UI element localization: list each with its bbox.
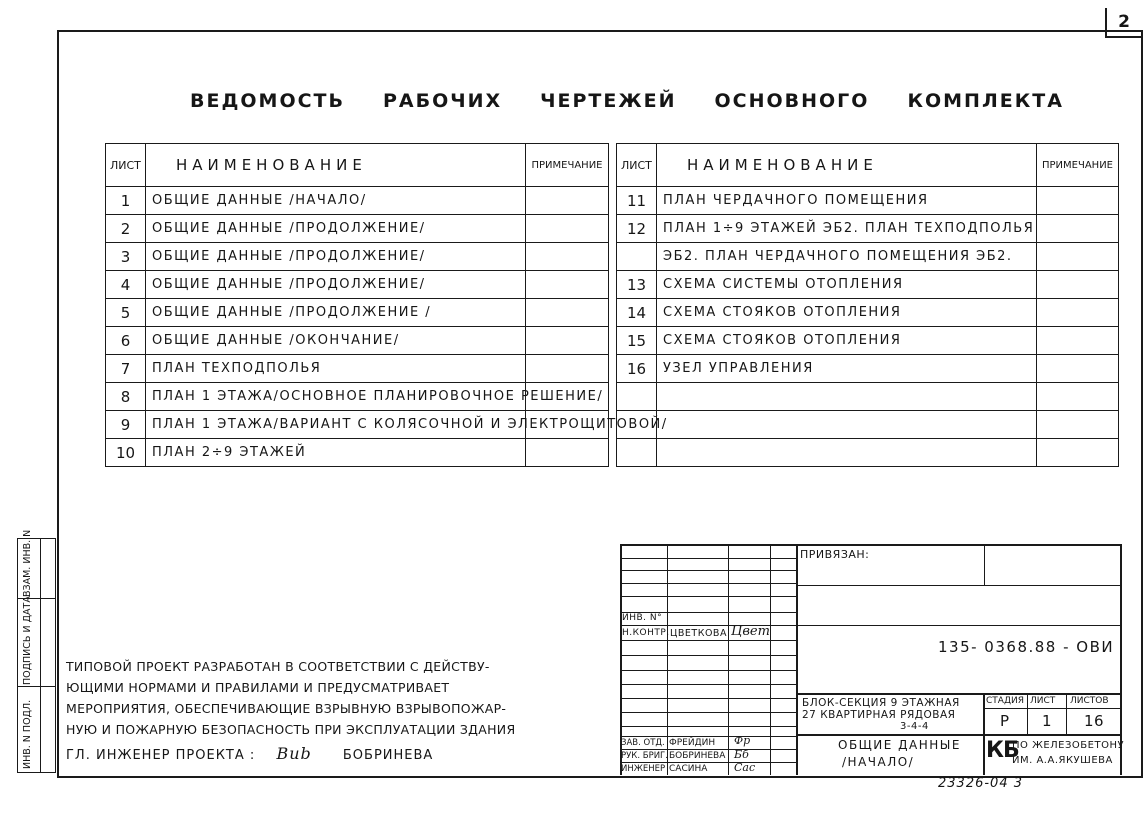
header-note: ПРИМЕЧАНИЕ (1037, 144, 1119, 187)
sheet-name: ОБЩИЕ ДАННЫЕ /ПРОДОЛЖЕНИЕ/ (146, 215, 526, 243)
staff-role: ИНЖЕНЕР (621, 764, 666, 774)
side-stamp-strip-inner (39, 538, 56, 773)
staff-role: РУК. БРИГ. (621, 751, 668, 761)
sheet-note (1037, 327, 1119, 355)
stamp-rule (620, 762, 797, 763)
norm-control-role: Н.КОНТР. (622, 628, 670, 638)
sheet-number: 7 (106, 355, 146, 383)
sheet-name: ПЛАН 2÷9 ЭТАЖЕЙ (146, 439, 526, 467)
stamp-rule (620, 670, 797, 671)
title-word-5: КОМПЛЕКТА (907, 90, 1064, 112)
sheet-number: 9 (106, 411, 146, 439)
org-line: ПО ЖЕЛЕЗОБЕТОНУ (1012, 740, 1125, 751)
side-cell (18, 687, 40, 772)
stamp-rule (620, 684, 797, 685)
org-logo: КБ (986, 738, 1019, 763)
stamp-rule (620, 570, 797, 571)
sheets-value: 16 (1084, 712, 1105, 730)
stamp-rule (797, 625, 1122, 626)
sheet-number: 10 (106, 439, 146, 467)
title-word-2: РАБОЧИХ (382, 90, 503, 112)
sheet-note (1037, 439, 1119, 467)
sheet-name: ПЛАН ЧЕРДАЧНОГО ПОМЕЩЕНИЯ (657, 187, 1037, 215)
table-row (106, 355, 609, 383)
sheet-number: 2 (106, 215, 146, 243)
table-row (617, 299, 1119, 327)
stamp-rule (620, 596, 797, 597)
sheet-note (1037, 299, 1119, 327)
table-row (617, 187, 1119, 215)
staff-signature: Бб (734, 748, 749, 761)
staff-name: ФРЕЙДИН (669, 738, 716, 748)
stamp-rule (620, 583, 797, 584)
sheet-name: ОБЩИЕ ДАННЫЕ /ОКОНЧАНИЕ/ (146, 327, 526, 355)
sheet-number: 13 (617, 271, 657, 299)
side-label-substitute: ВЗАМ. ИНВ. N (22, 529, 33, 597)
sheet-number: 4 (106, 271, 146, 299)
stamp-rule (984, 544, 985, 585)
sheet-number: 15 (617, 327, 657, 355)
stage-value: Р (1000, 712, 1010, 730)
staff-signature: Сас (734, 761, 756, 774)
stamp-rule (1066, 693, 1067, 734)
sheet-name: ОБЩИЕ ДАННЫЕ /ПРОДОЛЖЕНИЕ / (146, 299, 526, 327)
stamp-border (620, 544, 1122, 546)
table-row (106, 215, 609, 243)
side-label-original-inv: ИНВ. N ПОДЛ. (22, 699, 33, 769)
table-row (106, 243, 609, 271)
sheet-note (526, 299, 609, 327)
sheet-name: УЗЕЛ УПРАВЛЕНИЯ (657, 355, 1037, 383)
sheet-number (617, 439, 657, 467)
sheet-number: 12 (617, 215, 657, 243)
table-row (617, 355, 1119, 383)
sheet-number: 8 (106, 383, 146, 411)
note-line: ТИПОВОЙ ПРОЕКТ РАЗРАБОТАН В СООТВЕТСТВИИ С ДЕЙСТВУ- (66, 659, 490, 674)
sheet-note (1037, 271, 1119, 299)
stamp-rule (620, 655, 797, 656)
chief-engineer (66, 744, 433, 763)
sheet-note (526, 243, 609, 271)
table-row (617, 243, 1119, 271)
table-row (106, 299, 609, 327)
table-row (106, 327, 609, 355)
table-row (106, 271, 609, 299)
stamp-rule (796, 544, 798, 775)
note-line: НУЮ И ПОЖАРНУЮ БЕЗОПАСНОСТЬ ПРИ ЭКСПЛУАТАЦИИ ЗДАНИЯ (66, 722, 516, 737)
sheet-number: 11 (617, 187, 657, 215)
staff-signature: Фр (734, 734, 751, 747)
stamp-rule (620, 558, 797, 559)
table-row (617, 327, 1119, 355)
sheet-number: 1 (106, 187, 146, 215)
sheet-list-right (616, 143, 1119, 467)
title-word-3: ЧЕРТЕЖЕЙ (540, 90, 677, 112)
header-note: ПРИМЕЧАНИЕ (526, 144, 609, 187)
sheet-value: 1 (1042, 712, 1053, 730)
table-row (617, 439, 1119, 467)
table-row (106, 439, 609, 467)
side-cell (39, 539, 55, 599)
stamp-rule (797, 734, 1122, 736)
stamp-rule (620, 698, 797, 699)
table-row (617, 271, 1119, 299)
staff-name: БОБРИНЕВА (669, 751, 726, 761)
note-line: МЕРОПРИЯТИЯ, ОБЕСПЕЧИВАЮЩИЕ ВЗРЫВНУЮ ВЗРЫВОПОЖАР- (66, 701, 507, 716)
sheet-note (1037, 187, 1119, 215)
table-row (617, 383, 1119, 411)
sheet-label: ЛИСТ (1030, 696, 1056, 706)
document-code: 135- 0368.88 - ОВИ (938, 638, 1115, 656)
stamp-rule (620, 736, 797, 737)
sheet-note (1037, 411, 1119, 439)
page-number: 2 (1105, 8, 1141, 38)
sheet-name (657, 439, 1037, 467)
sheet-name: ПЛАН 1÷9 ЭТАЖЕЙ ЭБ2. ПЛАН ТЕХПОДПОЛЬЯ (657, 215, 1037, 243)
stamp-rule (620, 749, 797, 750)
header-name: НАИМЕНОВАНИЕ (657, 144, 1037, 187)
sheet-number: 6 (106, 327, 146, 355)
sheet-name: ПЛАН ТЕХПОДПОЛЬЯ (146, 355, 526, 383)
archive-code: 23326-04 3 (938, 776, 1023, 791)
object-line: БЛОК-СЕКЦИЯ 9 ЭТАЖНАЯ (802, 697, 960, 709)
side-cell (18, 529, 40, 599)
side-cell (39, 599, 55, 687)
sheet-name: ОБЩИЕ ДАННЫЕ /НАЧАЛО/ (146, 187, 526, 215)
stamp-rule (728, 544, 729, 775)
inv-label: ИНВ. N° (622, 613, 663, 623)
sheet-title-line: /НАЧАЛО/ (842, 755, 915, 769)
staff-name: САСИНА (669, 764, 708, 774)
sheet-note (526, 355, 609, 383)
attached-label: ПРИВЯЗАН: (800, 548, 870, 561)
table-row (617, 215, 1119, 243)
sheet-note (526, 271, 609, 299)
norm-control-name: ЦВЕТКОВА (670, 628, 727, 639)
sheet-number: 14 (617, 299, 657, 327)
page-title (190, 90, 1064, 112)
sheet-note (1037, 215, 1119, 243)
stamp-rule (985, 708, 1121, 709)
side-stamp-strip (17, 529, 41, 773)
stamp-rule (797, 585, 1122, 586)
sheet-note (526, 187, 609, 215)
org-line: ИМ. А.А.ЯКУШЕВА (1012, 755, 1113, 766)
header-sheet: ЛИСТ (106, 144, 146, 187)
object-line: 27 КВАРТИРНАЯ РЯДОВАЯ (802, 709, 956, 721)
sheet-note (526, 215, 609, 243)
stamp-rule (620, 625, 797, 626)
sheets-label: ЛИСТОВ (1070, 696, 1109, 706)
note-line: ЮЩИМИ НОРМАМИ И ПРАВИЛАМИ И ПРЕДУСМАТРИВАЕТ (66, 680, 450, 695)
chief-name: БОБРИНЕВА (342, 748, 434, 763)
sheet-name (657, 411, 1037, 439)
stamp-rule (620, 726, 797, 727)
sheet-name: ПЛАН 1 ЭТАЖА/ВАРИАНТ С КОЛЯСОЧНОЙ И ЭЛЕКТРОЩИТОВОЙ/ (146, 411, 526, 439)
title-word-4: ОСНОВНОГО (714, 90, 870, 112)
chief-signature: Bub (276, 744, 312, 763)
table-header (617, 144, 1119, 187)
sheet-note (526, 439, 609, 467)
sheet-name: СХЕМА СИСТЕМЫ ОТОПЛЕНИЯ (657, 271, 1037, 299)
sheet-name (657, 383, 1037, 411)
sheet-title-line: ОБЩИЕ ДАННЫЕ (838, 738, 961, 752)
sheet-note (526, 327, 609, 355)
stamp-rule (983, 693, 985, 775)
sheet-number: 16 (617, 355, 657, 383)
sheet-name: ОБЩИЕ ДАННЫЕ /ПРОДОЛЖЕНИЕ/ (146, 243, 526, 271)
chief-label: ГЛ. ИНЖЕНЕР ПРОЕКТА : (66, 748, 256, 763)
sheet-number: 5 (106, 299, 146, 327)
sheet-note (1037, 243, 1119, 271)
sheet-number (617, 243, 657, 271)
sheet-number (617, 383, 657, 411)
table-row (106, 411, 609, 439)
sheet-name: ЭБ2. ПЛАН ЧЕРДАЧНОГО ПОМЕЩЕНИЯ ЭБ2. (657, 243, 1037, 271)
table-row (617, 411, 1119, 439)
stage-label: СТАДИЯ (986, 696, 1024, 706)
title-word-1: ВЕДОМОСТЬ (190, 90, 345, 112)
stamp-rule (1027, 693, 1028, 734)
stamp-rule (797, 693, 1122, 695)
compliance-note (66, 656, 516, 740)
sheet-name: ПЛАН 1 ЭТАЖА/ОСНОВНОЕ ПЛАНИРОВОЧНОЕ РЕШЕНИЕ/ (146, 383, 526, 411)
side-label-signature-date: ПОДПИСЬ И ДАТА (22, 596, 33, 685)
sheet-name: ОБЩИЕ ДАННЫЕ /ПРОДОЛЖЕНИЕ/ (146, 271, 526, 299)
side-cell (18, 596, 40, 687)
sheet-number (617, 411, 657, 439)
sheet-note (1037, 355, 1119, 383)
sheet-number: 3 (106, 243, 146, 271)
staff-role: ЗАВ. ОТД. (621, 738, 665, 748)
stamp-rule (620, 712, 797, 713)
header-sheet: ЛИСТ (617, 144, 657, 187)
sheet-name: СХЕМА СТОЯКОВ ОТОПЛЕНИЯ (657, 327, 1037, 355)
sheet-name: СХЕМА СТОЯКОВ ОТОПЛЕНИЯ (657, 299, 1037, 327)
stamp-rule (620, 640, 797, 641)
table-row (106, 187, 609, 215)
header-name: НАИМЕНОВАНИЕ (146, 144, 526, 187)
table-header (106, 144, 609, 187)
stamp-rule (667, 544, 668, 775)
sheet-note (1037, 383, 1119, 411)
table-row (106, 383, 609, 411)
stamp-rule (770, 544, 771, 775)
norm-control-signature: Цвет (731, 624, 770, 639)
object-line: 3-4-4 (900, 721, 929, 732)
